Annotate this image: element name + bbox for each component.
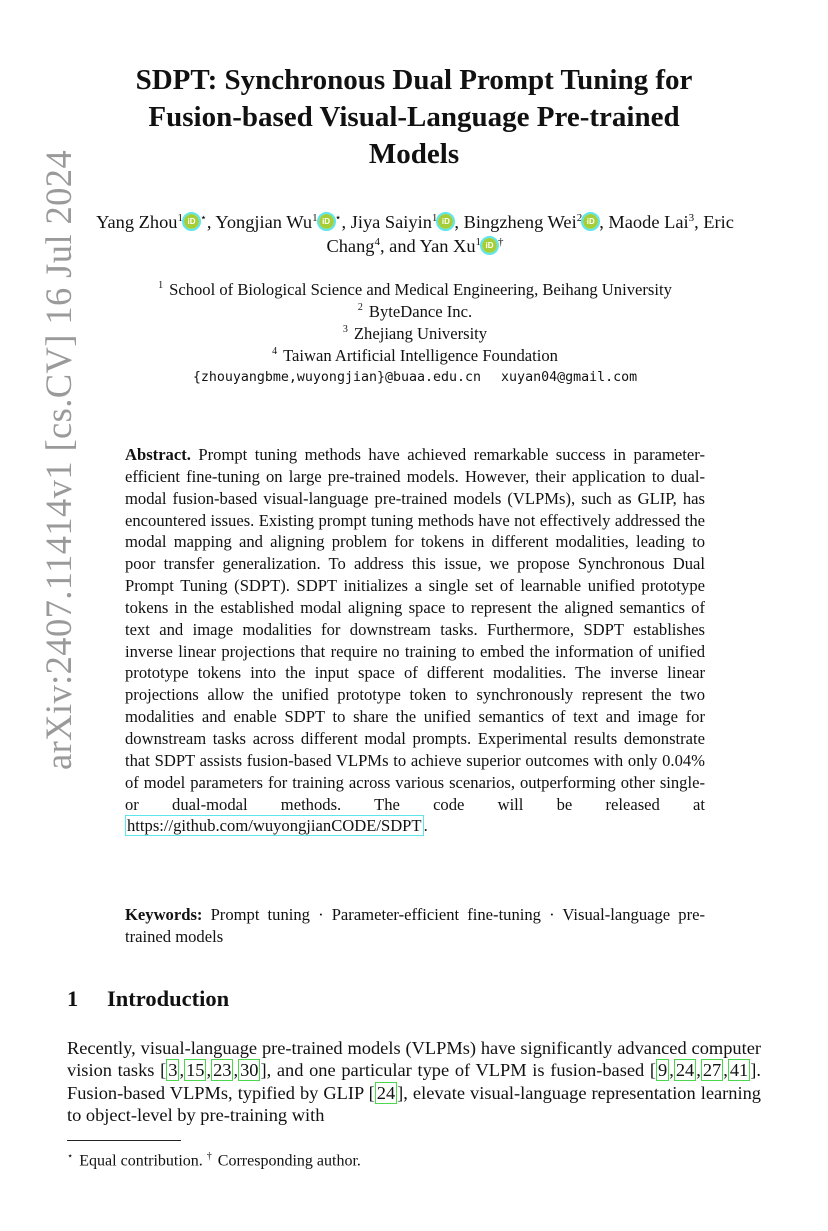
abstract-end: . xyxy=(423,816,428,836)
author-affiliation-number: 1 xyxy=(431,211,438,224)
author-note-mark: † xyxy=(498,235,504,248)
author-name: Yang Zhou xyxy=(96,212,178,232)
author-affiliation-number: 1 xyxy=(177,211,183,224)
affiliation-number: 3 xyxy=(342,324,348,336)
author-emails xyxy=(80,367,750,389)
section-title: Introduction xyxy=(107,986,230,1011)
author xyxy=(96,212,207,232)
arxiv-identifier: arXiv:2407.11414v1 [cs.CV] 16 Jul 2024 xyxy=(38,149,79,770)
citation-link[interactable]: 24 xyxy=(376,1082,396,1103)
author xyxy=(608,212,694,232)
author-note-mark: ⋆ xyxy=(199,211,207,224)
citation-link[interactable]: 23 xyxy=(213,1060,232,1081)
author-name: Yongjian Wu xyxy=(215,212,313,232)
footnote-mark: † xyxy=(206,1151,212,1162)
code-repository-link[interactable]: https://github.com/wuyongjianCODE/SDPT xyxy=(127,816,422,836)
author-name: Bingzheng Wei xyxy=(463,212,577,232)
affiliation-name: Zhejiang University xyxy=(353,324,488,343)
author-separator: , xyxy=(341,212,351,232)
footnote-rule xyxy=(67,1140,181,1141)
citation-link[interactable]: 9 xyxy=(658,1060,668,1081)
intro-text: . Fusion-based VLPMs, typified by GLIP xyxy=(67,1060,761,1103)
affiliations xyxy=(80,279,750,389)
author-list xyxy=(80,210,750,258)
abstract xyxy=(125,444,705,837)
citation-link[interactable]: 24 xyxy=(675,1060,695,1081)
affiliation-name: Taiwan Artificial Intelligence Foundation xyxy=(283,346,558,365)
affiliation-name: School of Biological Science and Medical Engineering, Beihang University xyxy=(169,280,672,299)
abstract-heading: Abstract. xyxy=(125,445,191,464)
affiliation-number: 1 xyxy=(158,280,164,292)
author xyxy=(215,212,341,232)
footnote-text: Corresponding author. xyxy=(217,1152,361,1170)
author-separator: , xyxy=(694,212,704,232)
author-name: Jiya Saiyin xyxy=(350,212,432,232)
footnote-mark: ⋆ xyxy=(67,1151,74,1162)
author-name: Eric Chang xyxy=(326,212,734,256)
citation-link[interactable]: 3 xyxy=(168,1060,178,1081)
affiliation-number: 4 xyxy=(272,346,278,358)
keywords xyxy=(125,904,705,948)
footnote xyxy=(67,1146,761,1172)
keywords-body: Prompt tuning · Parameter-efficient fine-tuning · Visual-language pre-trained models xyxy=(125,905,705,946)
affiliation-name: ByteDance Inc. xyxy=(368,302,473,321)
author-affiliation-number: 3 xyxy=(688,211,695,224)
intro-paragraph: Recently, visual-language pre-trained models (VLPMs) have significantly advanced computer vision tasks [ 3 , 15 , 23 , 30 ], and one particular type of VLPM is fusion-based [ 9 , 24 , 27 , 41 ]. Fusion-based VLPMs, typified by GLIP [ 24 ], elevate visual-language representation learning to object-level by pre-training with xyxy=(67,1038,762,1125)
paper-title xyxy=(90,62,738,173)
footnote-text: Equal contribution. xyxy=(79,1152,203,1170)
author-separator: , and xyxy=(379,236,420,256)
affiliation-1 xyxy=(80,279,750,301)
orcid-icon[interactable]: iD xyxy=(438,214,453,229)
author-affiliation-number: 2 xyxy=(576,211,583,224)
orcid-icon[interactable]: iD xyxy=(583,214,598,229)
section-heading xyxy=(67,986,229,1012)
citation-link[interactable]: 27 xyxy=(702,1060,722,1081)
citation-link[interactable]: 15 xyxy=(186,1060,205,1081)
affiliation-3 xyxy=(80,323,750,345)
intro-text: , elevate visual-language representation learning to object-level by pre-training with xyxy=(67,1082,762,1125)
author-separator: , xyxy=(206,212,216,232)
affiliation-4 xyxy=(80,345,750,367)
email-primary[interactable]: {zhouyangbme,wuyongjian}@buaa.edu.cn xyxy=(192,370,482,385)
author-separator: , xyxy=(454,212,464,232)
affiliation-2 xyxy=(80,301,750,323)
author-affiliation-number: 1 xyxy=(475,235,482,248)
section-number: 1 xyxy=(67,986,79,1011)
author xyxy=(351,212,455,232)
author-affiliation-number: 4 xyxy=(374,235,380,248)
intro-text: Recently, visual-language pre-trained models (VLPMs) have significantly advanced computer vision tasks xyxy=(67,1038,761,1081)
author-note-mark: ⋆ xyxy=(334,211,342,224)
author-name: Maode Lai xyxy=(608,212,689,232)
orcid-icon[interactable]: iD xyxy=(319,214,334,229)
title-line: Fusion-based Visual-Language Pre-trained xyxy=(148,101,680,133)
affiliation-number: 2 xyxy=(357,302,363,314)
citation-link[interactable]: 41 xyxy=(729,1060,749,1081)
abstract-body: Prompt tuning methods have achieved remarkable success in parameter-efficient fine-tuning on large pre-trained models. However, their application to dual-modal fusion-based visual-language pre-trained models (VLPMs), such as GLIP, has encountered issues. Existing prompt tuning methods have not effectively addressed the modal mapping and aligning problem for tokens in different modalities, leading to poor transfer generalization. To address this issue, we propose Synchronous Dual Prompt Tuning (SDPT). SDPT initializes a single set of learnable unified prototype tokens in the established modal aligning space to represent the aligned semantics of text and image modalities for downstream tasks. Furthermore, SDPT establishes inverse linear projections that require no training to embed the information of unified prototype tokens into the input space of different modalities. The inverse linear projections allow the unified prototype token to synchronously represent the two modalities and enable SDPT to share the unified semantics of text and image for downstream tasks across different modal prompts. Experimental results demonstrate that SDPT assists fusion-based VLPMs to achieve superior outcomes with only 0.04% of model parameters for training across various scenarios, outperforming other single- or dual-modal methods. The code will be released at xyxy=(125,445,705,814)
orcid-icon[interactable]: iD xyxy=(184,214,199,229)
title-line: SDPT: Synchronous Dual Prompt Tuning for xyxy=(135,64,693,96)
author xyxy=(420,236,504,256)
author-affiliation-number: 1 xyxy=(312,211,318,224)
citation-link[interactable]: 30 xyxy=(240,1060,259,1081)
intro-text: , and one particular type of VLPM is fusion-based xyxy=(266,1060,650,1081)
keywords-heading: Keywords: xyxy=(125,905,203,924)
author xyxy=(464,212,600,232)
orcid-icon[interactable]: iD xyxy=(482,238,497,253)
title-line: Models xyxy=(368,138,460,170)
email-secondary[interactable]: xuyan04@gmail.com xyxy=(501,370,638,385)
author-name: Yan Xu xyxy=(419,236,476,256)
author-separator: , xyxy=(599,212,609,232)
